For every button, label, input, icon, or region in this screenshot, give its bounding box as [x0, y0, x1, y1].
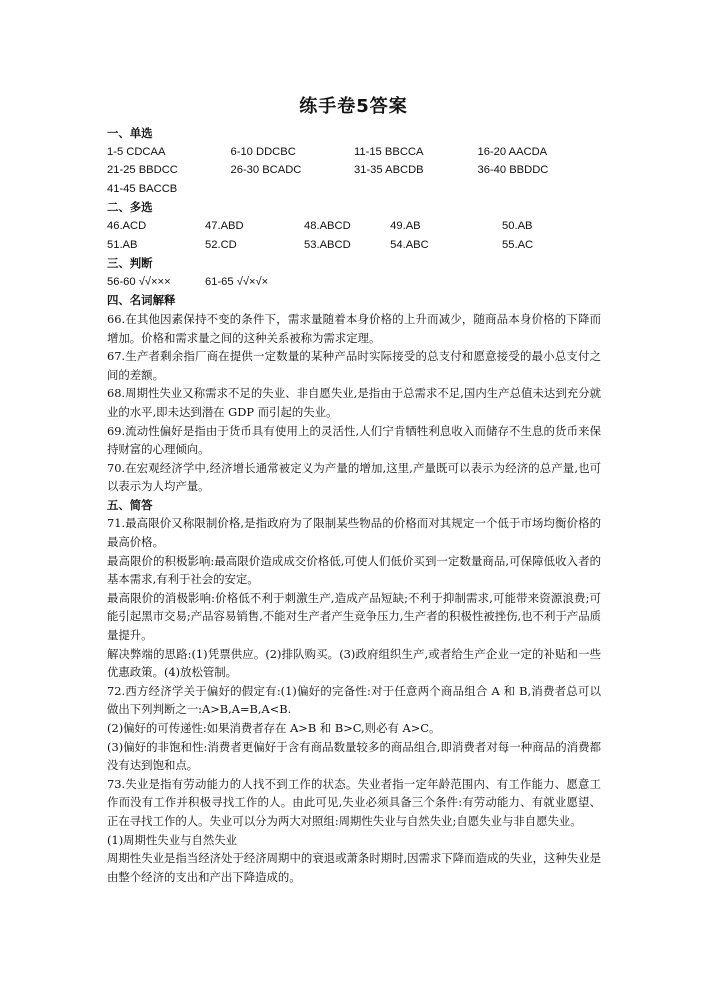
section-heading-single-choice: 一、单选	[107, 126, 153, 140]
answer-item: 47.ABD	[205, 219, 244, 232]
short-answer-paragraph: (3)偏好的非饱和性:消费者更偏好于含有商品数量较多的商品组合,即消费者对每一种商品的消费都没有达到饱和点。	[107, 739, 601, 773]
answer-group: 56-60 √√×××	[107, 275, 171, 288]
answer-group: 41-45 BACCB	[107, 182, 178, 195]
answer-group: 21-25 BBDCC	[107, 164, 178, 177]
answer-group: 11-15 BBCCA	[354, 145, 424, 158]
short-answer-paragraph: 72.西方经济学关于偏好的假定有:(1)偏好的完备性:对于任意两个商品组合 A 和 B,消费者总可以做出下列判断之一:A>B,A=B,A<B.	[107, 683, 601, 717]
short-answer-paragraph: (2)偏好的可传递性:如果消费者存在 A>B 和 B>C,则必有 A>C。	[107, 721, 441, 735]
answer-content	[107, 124, 601, 886]
answer-item: 49.AB	[390, 219, 421, 232]
section-heading-short-answer: 五、简答	[107, 497, 153, 512]
answer-item: 50.AB	[502, 219, 533, 232]
term-answer: 67.生产者剩余指厂商在提供一定数量的某种产品时实际接受的总支付和愿意接受的最小总支付之间的差额。	[107, 349, 601, 382]
term-answer: 69.流动性偏好是指由于货币具有使用上的灵活性,人们宁肯牺牲利息收入而储存不生息的货币来保持财富的心理倾向。	[107, 423, 601, 457]
short-answer-paragraph: 71.最高限价又称限制价格,是指政府为了限制某些物品的价格而对其规定一个低于市场均衡价格的最高价格。	[107, 516, 601, 550]
short-answer-paragraph: 最高限价的消极影响:价格低不利于刺激生产,造成产品短缺;不利于抑制需求,可能带来资源浪费;可能引起黑市交易;产品容易销售,不能对生产者产生竞争压力,生产者的积极性被挫伤,也不利于产品质量提升。	[107, 590, 601, 643]
short-answer-paragraph: (1)周期性失业与自然失业	[107, 832, 238, 847]
answer-group: 61-65 √√×√×	[205, 275, 269, 288]
judge-row	[107, 273, 601, 292]
short-answer-paragraph: 解决弊端的思路:(1)凭票供应。(2)排队购买。(3)政府组织生产,或者给生产企业一定的补贴和一些优惠政策。(4)放松管制。	[107, 646, 601, 680]
multi-choice-row	[107, 236, 601, 255]
single-choice-row	[107, 143, 601, 162]
answer-item: 54.ABC	[390, 238, 429, 251]
multi-choice-row	[107, 217, 601, 236]
answer-item: 48.ABCD	[304, 219, 351, 232]
answer-item: 52.CD	[205, 238, 237, 251]
section-heading-judge: 三、判断	[107, 256, 153, 271]
answer-group: 36-40 BBDDC	[477, 164, 549, 177]
page-title: 练手卷5答案	[299, 96, 408, 117]
answer-group: 31-35 ABCDB	[354, 164, 424, 177]
single-choice-row	[107, 161, 601, 180]
section-heading-multi-choice: 二、多选	[107, 200, 153, 215]
answer-item: 53.ABCD	[304, 238, 351, 251]
answer-group: 26-30 BCADC	[230, 164, 302, 177]
single-choice-row	[107, 180, 601, 199]
term-answer: 66.在其他因素保持不变的条件下，需求量随着本身价格的上升而减少，随商品本身价格的下降而增加。价格和需求量之间的这种关系被称为需求定理。	[107, 311, 601, 345]
section-heading-terms: 四、名词解释	[107, 293, 176, 308]
answer-group: 1-5 CDCAA	[107, 145, 166, 158]
term-answer: 68.周期性失业又称需求不足的失业、非自愿失业,是指由于总需求不足,国内生产总值未达到充分就业的水平,即未达到潜在 GDP 而引起的失业。	[107, 386, 601, 419]
answer-group: 6-10 DDCBC	[230, 145, 296, 158]
answer-item: 46.ACD	[107, 219, 147, 232]
answer-item: 51.AB	[107, 238, 138, 251]
short-answer-paragraph: 73.失业是指有劳动能力的人找不到工作的状态。失业者指一定年龄范围内、有工作能力、愿意工作而没有工作并积极寻找工作的人。由此可见,失业必须具备三个条件:有劳动能力、有就业愿望、正在寻找工作的人。失业可以分为两大对照组:周期性失业与自然失业;自愿失业与非自愿失业。	[107, 776, 601, 828]
short-answer-paragraph: 最高限价的积极影响:最高限价造成成交价格低,可使人们低价买到一定数量商品,可保障低收入者的基本需求,有利于社会的安定。	[107, 553, 601, 587]
answer-group: 16-20 AACDA	[477, 145, 548, 158]
answer-item: 55.AC	[502, 238, 534, 251]
short-answer-paragraph: 周期性失业是指当经济处于经济周期中的衰退或萧条时期时,因需求下降而造成的失业，这种失业是由整个经济的支出和产出下降造成的。	[107, 851, 601, 884]
term-answer: 70.在宏观经济学中,经济增长通常被定义为产量的增加,这里,产量既可以表示为经济的总产量,也可以表示为人均产量。	[107, 460, 601, 494]
